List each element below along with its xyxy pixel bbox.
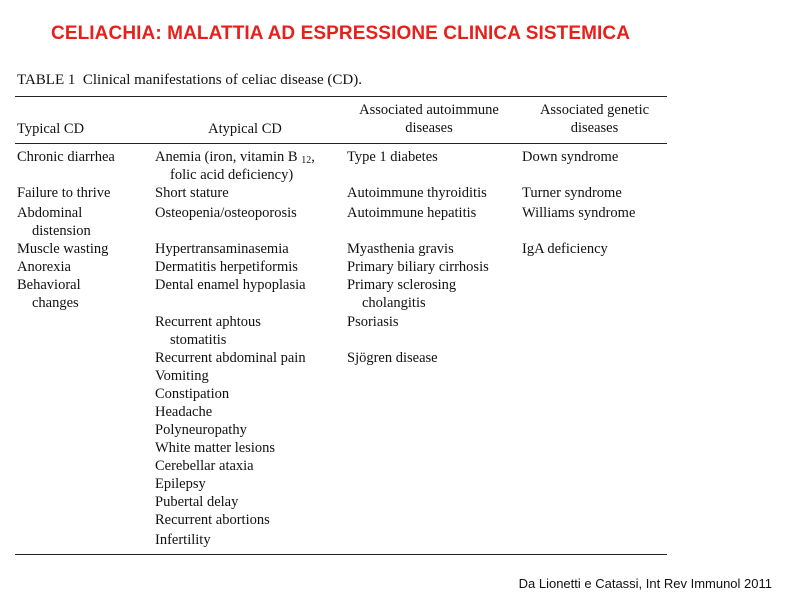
autoimmune-psoriasis: Psoriasis xyxy=(347,314,399,330)
atypical-aphtous-line2: stomatitis xyxy=(170,332,227,348)
atypical-recurrent-abortions: Recurrent abortions xyxy=(155,512,270,528)
atypical-polyneuropathy: Polyneuropathy xyxy=(155,422,247,438)
atypical-aphtous-stomatitis xyxy=(155,313,261,349)
typical-failure-to-thrive: Failure to thrive xyxy=(17,185,111,201)
autoimmune-thyroiditis: Autoimmune thyroiditis xyxy=(347,185,487,201)
atypical-abdominal-pain: Recurrent abdominal pain xyxy=(155,350,306,366)
table-caption-label: TABLE 1 xyxy=(17,72,76,88)
header-genetic-line2: diseases xyxy=(570,120,619,136)
atypical-dermatitis: Dermatitis herpetiformis xyxy=(155,259,298,275)
source-citation: Da Lionetti e Catassi, Int Rev Immunol 2011 xyxy=(518,576,772,591)
table-top-rule xyxy=(15,96,667,97)
typical-chronic-diarrhea: Chronic diarrhea xyxy=(17,149,115,165)
atypical-anemia-subscript: 12 xyxy=(301,155,312,166)
slide-title: CELIACHIA: MALATTIA AD ESPRESSIONE CLINICA SISTEMICA xyxy=(51,23,631,44)
genetic-turner-syndrome: Turner syndrome xyxy=(522,185,622,201)
typical-behavioral-changes xyxy=(17,276,81,312)
atypical-hypertransaminasemia: Hypertransaminasemia xyxy=(155,241,289,257)
genetic-down-syndrome: Down syndrome xyxy=(522,149,619,165)
header-autoimmune-line2: diseases xyxy=(405,120,453,136)
header-autoimmune-line1: Associated autoimmune xyxy=(359,102,499,118)
atypical-anemia-line1 xyxy=(155,149,315,165)
autoimmune-sjogren: Sjögren disease xyxy=(347,350,438,366)
table-caption-text: Clinical manifestations of celiac disease (CD). xyxy=(82,72,362,88)
header-genetic xyxy=(522,101,667,137)
typical-anorexia: Anorexia xyxy=(17,259,71,275)
atypical-constipation: Constipation xyxy=(155,386,230,402)
typical-muscle-wasting: Muscle wasting xyxy=(17,241,109,257)
atypical-anemia-text: Anemia (iron, vitamin B xyxy=(155,149,298,165)
atypical-pubertal-delay: Pubertal delay xyxy=(155,494,239,510)
autoimmune-biliary-cirrhosis: Primary biliary cirrhosis xyxy=(347,259,489,275)
atypical-osteopenia: Osteopenia/osteoporosis xyxy=(155,205,297,221)
genetic-iga-deficiency: IgA deficiency xyxy=(522,241,608,257)
header-atypical-cd: Atypical CD xyxy=(208,121,282,137)
autoimmune-hepatitis: Autoimmune hepatitis xyxy=(347,205,477,221)
atypical-epilepsy: Epilepsy xyxy=(155,476,206,492)
header-genetic-line1: Associated genetic xyxy=(539,102,650,118)
typical-behavioral-line2: changes xyxy=(32,295,79,311)
table-bottom-rule xyxy=(15,554,667,555)
atypical-aphtous-line1: Recurrent aphtous xyxy=(155,314,261,330)
atypical-white-matter: White matter lesions xyxy=(155,440,275,456)
typical-behavioral-line1: Behavioral xyxy=(17,277,81,293)
typical-abdominal-line2: distension xyxy=(32,223,91,239)
atypical-cerebellar-ataxia: Cerebellar ataxia xyxy=(155,458,254,474)
atypical-dental: Dental enamel hypoplasia xyxy=(155,277,306,293)
atypical-short-stature: Short stature xyxy=(155,185,229,201)
atypical-anemia-line2: folic acid deficiency) xyxy=(170,167,294,183)
header-typical-cd: Typical CD xyxy=(17,121,85,137)
typical-abdominal-line1: Abdominal xyxy=(17,205,83,221)
table-caption xyxy=(17,72,362,89)
atypical-headache: Headache xyxy=(155,404,213,420)
atypical-anemia-comma: , xyxy=(311,149,315,165)
header-autoimmune xyxy=(341,101,517,137)
atypical-vomiting: Vomiting xyxy=(155,368,209,384)
table-header-rule xyxy=(15,143,667,144)
autoimmune-sclerosing-line1: Primary sclerosing xyxy=(347,277,457,293)
autoimmune-myasthenia: Myasthenia gravis xyxy=(347,241,454,257)
typical-abdominal-distension xyxy=(17,204,91,240)
autoimmune-sclerosing-line2: cholangitis xyxy=(362,295,426,311)
autoimmune-sclerosing-cholangitis xyxy=(347,276,456,312)
atypical-infertility: Infertility xyxy=(155,532,211,548)
genetic-williams-syndrome: Williams syndrome xyxy=(522,205,636,221)
autoimmune-type1-diabetes: Type 1 diabetes xyxy=(347,149,438,165)
atypical-anemia xyxy=(155,148,315,184)
